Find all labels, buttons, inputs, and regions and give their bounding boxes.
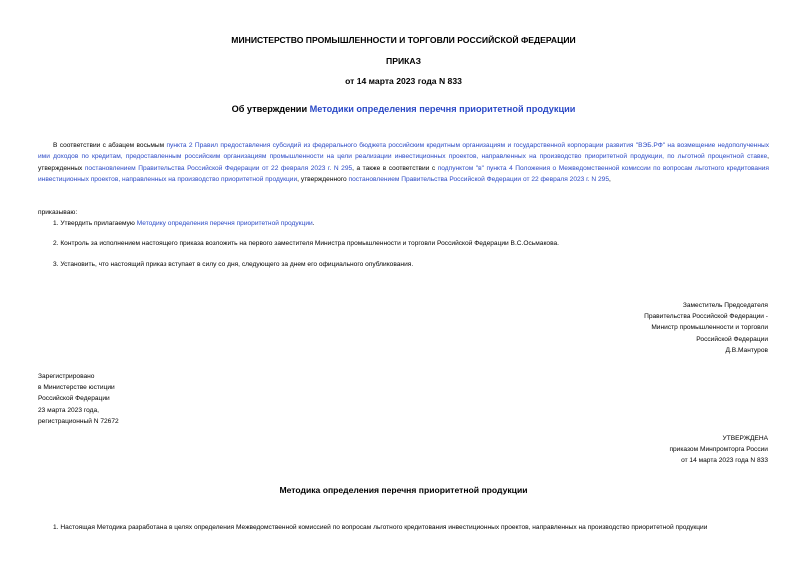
prikazyvayu-label: приказываю: [38,209,78,216]
intro-text-1: В соответствии с абзацем восьмым [53,142,167,149]
intro-paragraph [38,140,769,185]
approval-block [500,433,768,467]
signature-line-3: Министр промышленности и торговли [651,324,768,332]
registration-line-2: в Министерстве юстиции [38,384,115,392]
registration-line-4: 23 марта 2023 года, [38,406,99,414]
registration-number: регистрационный N 72672 [38,417,119,425]
signer-name: Д.В.Мантуров [725,346,768,354]
resolution-link-2[interactable]: постановлением Правительства Российской Федерации от 22 февраля 2023 г. N 295 [348,175,610,183]
title-prefix: Об утверждении [231,104,310,114]
intro-text-5: , [609,175,611,183]
regulation-link[interactable]: подпунктом "в" пункта 4 Положения о Межведомственной комиссии по вопросам льготного кредитования инвестиционных проектов, направленных на производство приоритетной продукции [38,164,769,183]
registration-block [38,371,288,427]
document-title [0,104,807,114]
document-date: от 14 марта 2023 года N 833 [345,76,462,86]
approval-line-3: от 14 марта 2023 года N 833 [681,457,768,465]
order-item-1-text: 1. Утвердить прилагаемую [53,220,137,227]
methodology-link[interactable]: Методику определения перечня приоритетной продукции [136,220,313,227]
approval-line-2: приказом Минпромторга России [669,446,768,454]
methodology-title: Методика определения перечня приоритетной продукции [279,485,528,495]
registration-line-3: Российской Федерации [38,395,110,403]
intro-text-2: , утвержденных [38,153,769,172]
intro-text-3: , а также в соответствии с [352,164,438,172]
resolution-link-1[interactable]: постановлением Правительства Российской Федерации от 22 февраля 2023 г. N 295 [84,164,353,172]
order-item-3: 3. Установить, что настоящий приказ вступает в силу со дня, следующего за днем его официального опубликования. [53,261,414,268]
signature-line-2: Правительства Российской Федерации - [644,313,768,321]
order-item-1 [53,218,769,229]
order-item-2: 2. Контроль за исполнением настоящего приказа возложить на первого заместителя Министра промышленности и торговли Российской Федерации В.С.Осьмакова. [53,240,560,247]
approval-line-1: УТВЕРЖДЕНА [722,435,768,442]
signature-line-1: Заместитель Председателя [682,302,768,309]
rules-link[interactable]: пункта 2 Правил предоставления субсидий из федерального бюджета российским кредитным организациям и государственной корпорации развития "ВЭБ.РФ" на возмещение недополученных ими доходов по кредитам, предоставленным российским организациям промышленности на цели реализации инвестиционных проектов, направленных на производство приоритетной продукции, по льготной процентной ставке [38,142,769,161]
ministry-heading: МИНИСТЕРСТВО ПРОМЫШЛЕННОСТИ И ТОРГОВЛИ РОССИЙСКОЙ ФЕДЕРАЦИИ [231,35,576,45]
methodology-item-1: 1. Настоящая Методика разработана в целях определения Межведомственной комиссией по вопросам льготного кредитования инвестиционных проектов, направленных на производство приоритетной продукции [53,524,708,531]
document-type: ПРИКАЗ [386,56,421,66]
order-item-1-end: . [312,220,315,227]
title-link[interactable]: Методики определения перечня приоритетной продукции [309,104,576,114]
signature-line-4: Российской Федерации [696,335,768,343]
signature-block [500,300,768,356]
intro-text-4: , утвержденного [297,175,349,183]
registration-line-1: Зарегистрировано [38,373,95,380]
